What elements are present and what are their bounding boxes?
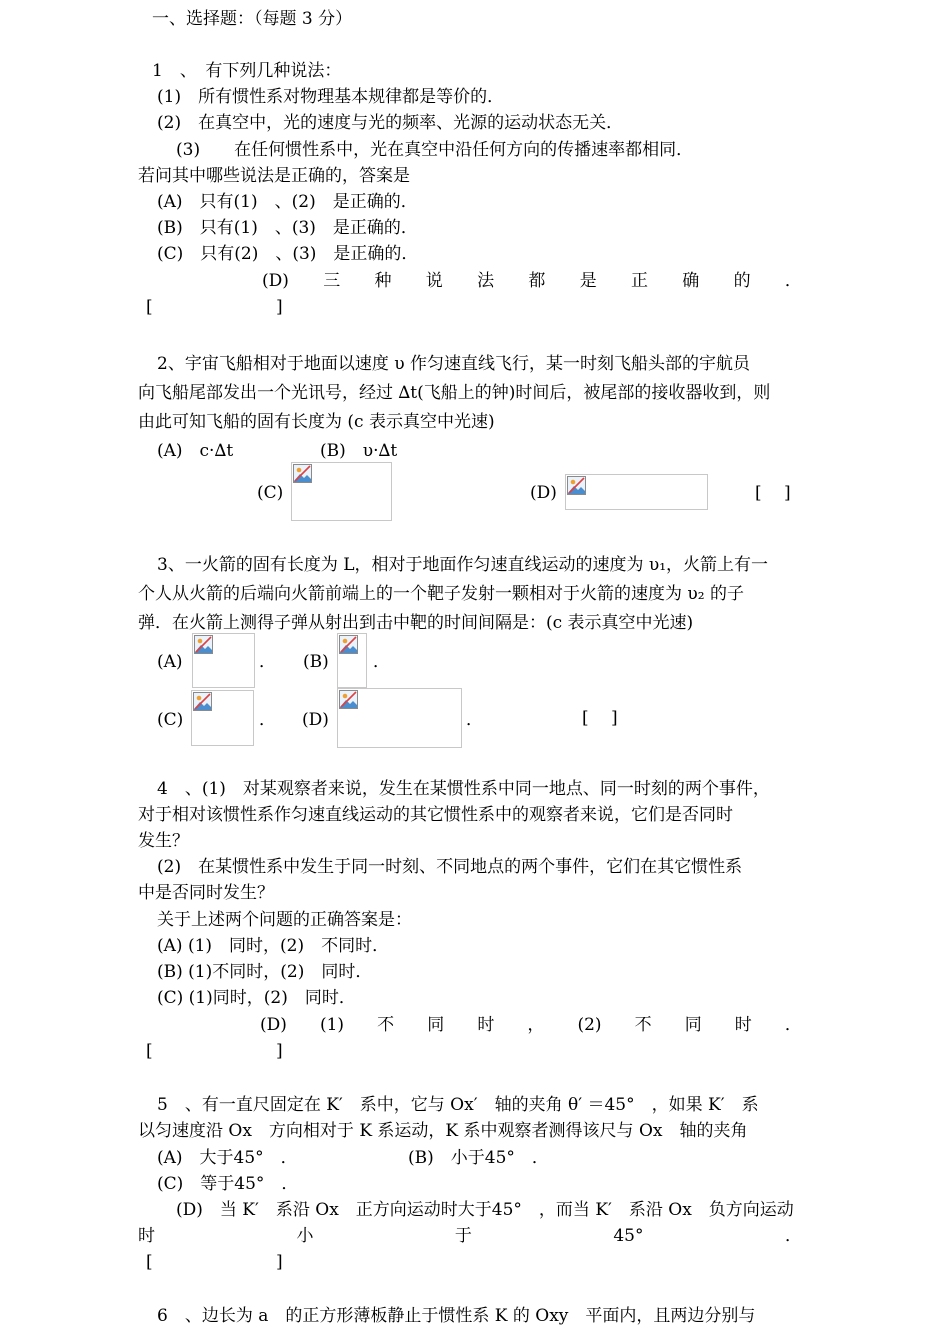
q5-answer-bracket-left: [: [146, 1252, 153, 1272]
q3-option-a-formula-image: [192, 633, 255, 688]
q4-line-3: 发生？: [138, 831, 189, 851]
q5-line-2: 以匀速度沿 Ox 方向相对于 K 系运动，K 系中观察者测得该尺与 Ox 轴的夹角: [138, 1121, 748, 1141]
q3-line-1: 3、一火箭的固有长度为 L，相对于地面作匀速直线运动的速度为 υ₁，火箭上有一: [157, 555, 769, 575]
q5-option-b: (B) 小于45° ．: [408, 1148, 549, 1168]
q1-option-b: (B) 只有(1) 、(3) 是正确的．: [157, 218, 418, 238]
q4-line-1: 4 、(1) 对某观察者来说，发生在某惯性系中同一地点、同一时刻的两个事件，: [157, 779, 770, 799]
broken-image-icon: [339, 690, 358, 709]
q2-option-a: (A) c·∆t: [157, 441, 234, 461]
q2-line-3: 由此可知飞船的固有长度为 (c 表示真空中光速): [138, 412, 495, 432]
q5-option-d-line-2: 时 小 于 45° ．: [138, 1226, 802, 1246]
q1-question: 若问其中哪些说法是正确的，答案是: [138, 166, 410, 186]
q4-option-a: (A) (1) 同时，(2) 不同时．: [157, 936, 390, 956]
q4-answer-bracket-left: [: [146, 1041, 153, 1061]
q2-answer-bracket: [ ]: [755, 483, 791, 503]
q3-option-b-formula-image: [337, 633, 367, 688]
q1-stem: 1 、 有下列几种说法：: [152, 61, 342, 81]
q1-answer-bracket-left: [: [146, 297, 153, 317]
broken-image-icon: [293, 464, 312, 483]
q5-line-1: 5 、有一直尺固定在 K′ 系中，它与 Ox′ 轴的夹角 θ′ ＝45° ，如果 K′ 系: [157, 1095, 759, 1115]
q1-statement-1: (1) 所有惯性系对物理基本规律都是等价的．: [157, 87, 505, 107]
q1-option-a: (A) 只有(1) 、(2) 是正确的．: [157, 192, 418, 212]
broken-image-icon: [567, 476, 586, 495]
q3-line-3: 弹．在火箭上测得子弹从射出到击中靶的时间间隔是：(c 表示真空中光速): [138, 613, 694, 633]
q2-line-1: 2、宇宙飞船相对于地面以速度 υ 作匀速直线飞行，某一时刻飞船头部的宇航员: [157, 354, 750, 374]
q3-option-c-formula-image: [191, 690, 254, 746]
q3-option-a-period: ．: [259, 652, 276, 672]
q1-option-d: (D) 三 种 说 法 都 是 正 确 的 ．: [262, 271, 802, 291]
q4-line-4: (2) 在某惯性系中发生于同一时刻、不同地点的两个事件，它们在其它惯性系: [157, 857, 743, 877]
section-header: 一、选择题：（每题 3 分）: [152, 9, 353, 29]
q4-option-c: (C) (1)同时，(2) 同时．: [157, 988, 356, 1008]
broken-image-icon: [193, 692, 212, 711]
q1-statement-2: (2) 在真空中，光的速度与光的频率、光源的运动状态无关．: [157, 113, 624, 133]
q4-option-b: (B) (1)不同时，(2) 同时．: [157, 962, 373, 982]
q3-option-a-label: (A): [157, 652, 183, 672]
q3-option-b-label: (B): [303, 652, 329, 672]
q6-line-1: 6 、边长为 a 的正方形薄板静止于惯性系 K 的 Oxy 平面内，且两边分别与: [157, 1306, 756, 1326]
q5-answer-bracket-right: ]: [276, 1252, 283, 1272]
q1-statement-3: (3) 在任何惯性系中，光在真空中沿任何方向的传播速率都相同．: [176, 140, 694, 160]
q3-option-b-period: ．: [373, 652, 390, 672]
q3-option-d-formula-image: [337, 688, 462, 748]
q3-answer-bracket: [ ]: [582, 708, 618, 728]
q2-option-d-formula-image: [565, 474, 708, 510]
q5-option-d-line-1: (D) 当 K′ 系沿 Ox 正方向运动时大于45° ，而当 K′ 系沿 Ox 负方向运动: [176, 1200, 794, 1220]
q4-line-2: 对于相对该惯性系作匀速直线运动的其它惯性系中的观察者来说，它们是否同时: [138, 805, 733, 825]
q1-answer-bracket-right: ]: [276, 297, 283, 317]
q3-option-d-label: (D): [302, 710, 329, 730]
q4-option-d: (D) (1) 不 同 时 ， (2) 不 同 时 ．: [260, 1015, 802, 1035]
q2-option-c-label: (C): [257, 483, 284, 503]
q4-answer-bracket-right: ]: [276, 1041, 283, 1061]
q3-option-c-label: (C): [157, 710, 184, 730]
q1-option-c: (C) 只有(2) 、(3) 是正确的．: [157, 244, 419, 264]
q3-line-2: 个人从火箭的后端向火箭前端上的一个靶子发射一颗相对于火箭的速度为 υ₂ 的子: [138, 584, 744, 604]
q5-option-c: (C) 等于45° ．: [157, 1174, 299, 1194]
q4-line-5: 中是否同时发生？: [138, 883, 274, 903]
q3-option-c-period: ．: [259, 710, 276, 730]
broken-image-icon: [339, 635, 358, 654]
q2-option-c-formula-image: [291, 462, 392, 521]
broken-image-icon: [194, 635, 213, 654]
q2-line-2: 向飞船尾部发出一个光讯号，经过 ∆t(飞船上的钟)时间后，被尾部的接收器收到，则: [138, 383, 771, 403]
q3-option-d-period: ．: [466, 710, 483, 730]
q4-question: 关于上述两个问题的正确答案是：: [157, 910, 412, 930]
q2-option-b: (B) υ·∆t: [320, 441, 398, 461]
q2-option-d-label: (D): [530, 483, 557, 503]
q5-option-a: (A) 大于45° ．: [157, 1148, 298, 1168]
